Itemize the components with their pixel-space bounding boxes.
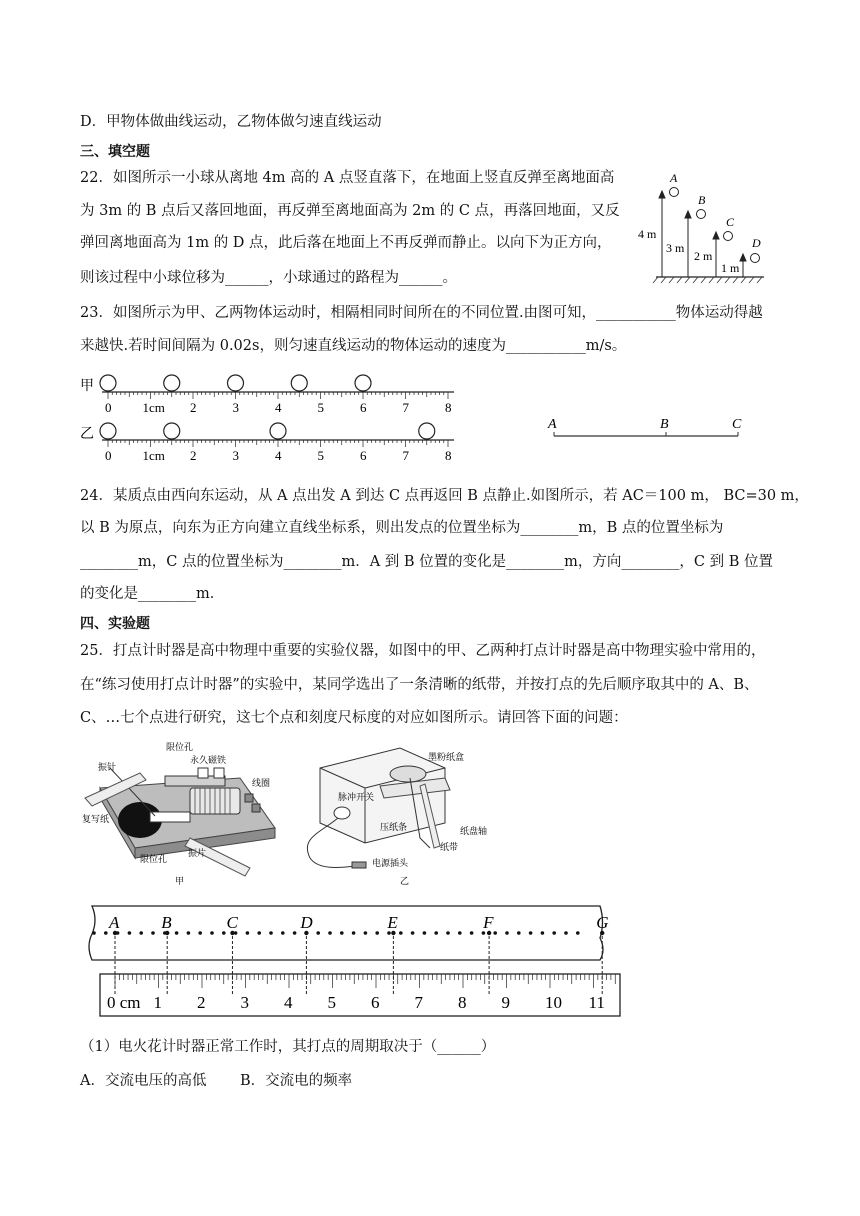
- ruler-tick-label: 7: [414, 993, 423, 1012]
- tick-label: 1cm: [142, 400, 165, 415]
- label-pulse-switch: 脉冲开关: [338, 792, 375, 802]
- tape-dot: [423, 931, 427, 935]
- ruler-tick-label: 1: [153, 993, 162, 1012]
- q25-line: C、…七个点进行研究，这七个点和刻度尺标度的对应如图所示。请回答下面的问题：: [80, 710, 628, 726]
- tick-label: 2: [190, 448, 197, 463]
- ruler-tick-label: 10: [545, 993, 562, 1012]
- point-label-c: C: [726, 215, 735, 229]
- tick-label: 8: [445, 448, 452, 463]
- q22-line: 为 3m 的 B 点后又落回地面，再反弹至离地面高为 2m 的 C 点，再落回地面，又反: [80, 203, 620, 219]
- tape-dot: [175, 931, 179, 935]
- ruler-tick-label: 0 cm: [107, 993, 141, 1012]
- q25-line: 在“练习使用打点计时器”的实验中，某同学选出了一条清晰的纸带，并按打点的先后顺序取其中的 A、B、: [80, 677, 759, 693]
- tape-dot: [375, 931, 379, 935]
- tape-dot: [493, 931, 497, 935]
- tape-dot: [222, 931, 226, 935]
- tape-point-label: G: [596, 913, 609, 932]
- point-label-d: D: [752, 236, 761, 250]
- ruler-tick-label: 9: [501, 993, 510, 1012]
- ball-d-icon: [751, 254, 760, 263]
- q24-line-figure: [540, 412, 750, 446]
- label-carbon-paper: 复写纸: [82, 814, 110, 824]
- tape-dot: [576, 931, 580, 935]
- tape-dot: [505, 931, 509, 935]
- timer-jia-figure: [80, 738, 290, 888]
- tape-dot: [210, 931, 214, 935]
- tick-label: 7: [402, 448, 409, 463]
- option-b: B．交流电的频率: [240, 1073, 353, 1089]
- tick-label: 8: [445, 400, 452, 415]
- q22-line: 弹回离地面高为 1m 的 D 点，此后落在地面上不再反弹而静止。以向下为正方向，: [80, 235, 612, 251]
- ball-b-icon: [697, 210, 706, 219]
- tape-dot: [328, 931, 332, 935]
- tape-dot: [411, 931, 415, 935]
- tape-dot: [269, 931, 273, 935]
- ruler-tick-label: 5: [327, 993, 336, 1012]
- line-label-a: A: [548, 417, 557, 432]
- tick-label: 6: [360, 400, 367, 415]
- label-vibrating-plate: 振片: [188, 848, 207, 858]
- pulse-switch-icon: [334, 807, 350, 819]
- tape-dot: [517, 931, 521, 935]
- tape-point-label: D: [300, 913, 313, 932]
- ball-icon: [355, 375, 371, 391]
- tick-label: 4: [275, 448, 282, 463]
- ruler-tick-label: 8: [458, 993, 467, 1012]
- label-vibrating-needle: 振针: [98, 762, 117, 772]
- tape-dot: [458, 931, 462, 935]
- point-label-a: A: [670, 171, 678, 185]
- label-toner-box: 墨粉纸盒: [428, 752, 465, 762]
- tape-dot: [281, 931, 285, 935]
- tape-dot: [564, 931, 568, 935]
- tape-dot: [151, 931, 155, 935]
- line-label-c: C: [732, 417, 742, 432]
- tape-dot: [92, 931, 96, 935]
- tape-point-label: C: [226, 913, 238, 932]
- tape-dot: [187, 931, 191, 935]
- tick-label: 5: [317, 400, 324, 415]
- q22-bounce-figure: [636, 160, 776, 286]
- q24-line: 24．某质点由西向东运动，从 A 点出发 A 到达 C 点再返回 B 点静止.如图所示，若 AC＝100 m， BC=30 m，: [80, 488, 809, 504]
- ball-icon: [270, 423, 286, 439]
- row-label-yi: 乙: [80, 427, 94, 442]
- ball-icon: [228, 375, 244, 391]
- tick-label: 4: [275, 400, 282, 415]
- tick-label: 2: [190, 400, 197, 415]
- q24-line: 的变化是________m．: [80, 586, 225, 602]
- ball-icon: [164, 423, 180, 439]
- label-reel-axle: 纸盘轴: [460, 826, 488, 836]
- tape-dot: [340, 931, 344, 935]
- label-limit-hole-bottom: 限位孔: [140, 854, 168, 864]
- tape-point-label: B: [161, 913, 172, 932]
- q23-ruler-figure: [78, 370, 458, 470]
- option-a: A．交流电压的高低: [80, 1073, 207, 1089]
- tick-label: 1cm: [142, 448, 165, 463]
- tick-label: 0: [105, 400, 112, 415]
- section-fill-in-heading: 三、填空题: [80, 144, 150, 160]
- ball-icon: [419, 423, 435, 439]
- tick-label: 3: [232, 400, 239, 415]
- q24-line: 以 B 为原点，向东为正方向建立直线坐标系，则出发点的位置坐标为________m，B 点的位置坐标为: [80, 520, 724, 536]
- label-paper-tape: 纸带: [440, 842, 459, 852]
- tick-label: 7: [402, 400, 409, 415]
- ball-icon: [291, 375, 307, 391]
- tape-point-label: E: [387, 913, 398, 932]
- tape-dot: [399, 931, 403, 935]
- tick-label: 6: [360, 448, 367, 463]
- label-power-plug: 电源插头: [372, 858, 409, 868]
- ruler-tick-label: 2: [197, 993, 206, 1012]
- tape-dot: [198, 931, 202, 935]
- tape-dot: [529, 931, 533, 935]
- tape-dot: [541, 931, 545, 935]
- point-label-b: B: [698, 193, 706, 207]
- row-label-jia: 甲: [80, 379, 94, 394]
- ball-icon: [100, 375, 116, 391]
- ruler-tick-label: 4: [284, 993, 293, 1012]
- tape-point-label: F: [483, 913, 494, 932]
- tape-dot: [139, 931, 143, 935]
- ruler-tick-label: 6: [371, 993, 380, 1012]
- tick-label: 0: [105, 448, 112, 463]
- tape-point-label: A: [109, 913, 120, 932]
- ruler-tick-label: 11: [588, 993, 605, 1012]
- tape-dot: [257, 931, 261, 935]
- tick-label: 3: [232, 448, 239, 463]
- q23-line: 23．如图所示为甲、乙两物体运动时，相隔相同时间所在的不同位置.由图可知，___________物体运动得越: [80, 305, 763, 321]
- label-press-strip: 压纸条: [380, 822, 408, 832]
- tape-dot: [434, 931, 438, 935]
- q23-line: 来越快.若时间间隔为 0.02s，则匀速直线运动的物体运动的速度为___________m/s。: [80, 338, 627, 354]
- tape-dot: [246, 931, 250, 935]
- q22-line: 22．如图所示一小球从离地 4m 高的 A 点竖直落下，在地面上竖直反弹至离地面高: [80, 170, 615, 186]
- timer-yi-figure: [300, 738, 510, 888]
- height-label: 2 m: [694, 249, 713, 263]
- caption-yi: 乙: [400, 876, 410, 886]
- q25-line: 25．打点计时器是高中物理中重要的实验仪器，如图中的甲、乙两种打点计时器是高中物理实验中常用的，: [80, 643, 766, 659]
- tape-dot: [364, 931, 368, 935]
- tape-dot: [552, 931, 556, 935]
- tape-dot: [128, 931, 132, 935]
- ball-a-icon: [670, 188, 679, 197]
- label-permanent-magnet: 永久磁铁: [190, 755, 227, 765]
- tape-dot: [352, 931, 356, 935]
- height-label: 1 m: [721, 261, 740, 275]
- height-label: 3 m: [666, 241, 685, 255]
- power-plug-icon: [352, 862, 366, 868]
- q21-option-d: D．甲物体做曲线运动，乙物体做匀速直线运动: [80, 114, 382, 130]
- q25-sub1: （1）电火花计时器正常工作时，其打点的周期取决于（______）: [80, 1039, 496, 1055]
- caption-jia: 甲: [175, 876, 185, 886]
- tape-ruler-figure: [80, 898, 640, 1026]
- q22-line: 则该过程中小球位移为______，小球通过的路程为______。: [80, 270, 457, 286]
- height-label: 4 m: [638, 227, 657, 241]
- ball-c-icon: [724, 232, 733, 241]
- ball-icon: [100, 423, 116, 439]
- label-coil: 线圈: [252, 778, 271, 788]
- section-experiment-heading: 四、实验题: [80, 616, 150, 632]
- tick-label: 5: [317, 448, 324, 463]
- tape-dot: [446, 931, 450, 935]
- tape-dot: [293, 931, 297, 935]
- line-label-b: B: [660, 417, 669, 432]
- tape-dot: [470, 931, 474, 935]
- tape-dot: [104, 931, 108, 935]
- label-limit-hole-top: 限位孔: [166, 742, 194, 752]
- q24-line: ________m，C 点的位置坐标为________m．A 到 B 位置的变化是________m，方向________，C 到 B 位置: [80, 554, 773, 570]
- ruler-tick-label: 3: [240, 993, 249, 1012]
- ball-icon: [164, 375, 180, 391]
- tape-dot: [316, 931, 320, 935]
